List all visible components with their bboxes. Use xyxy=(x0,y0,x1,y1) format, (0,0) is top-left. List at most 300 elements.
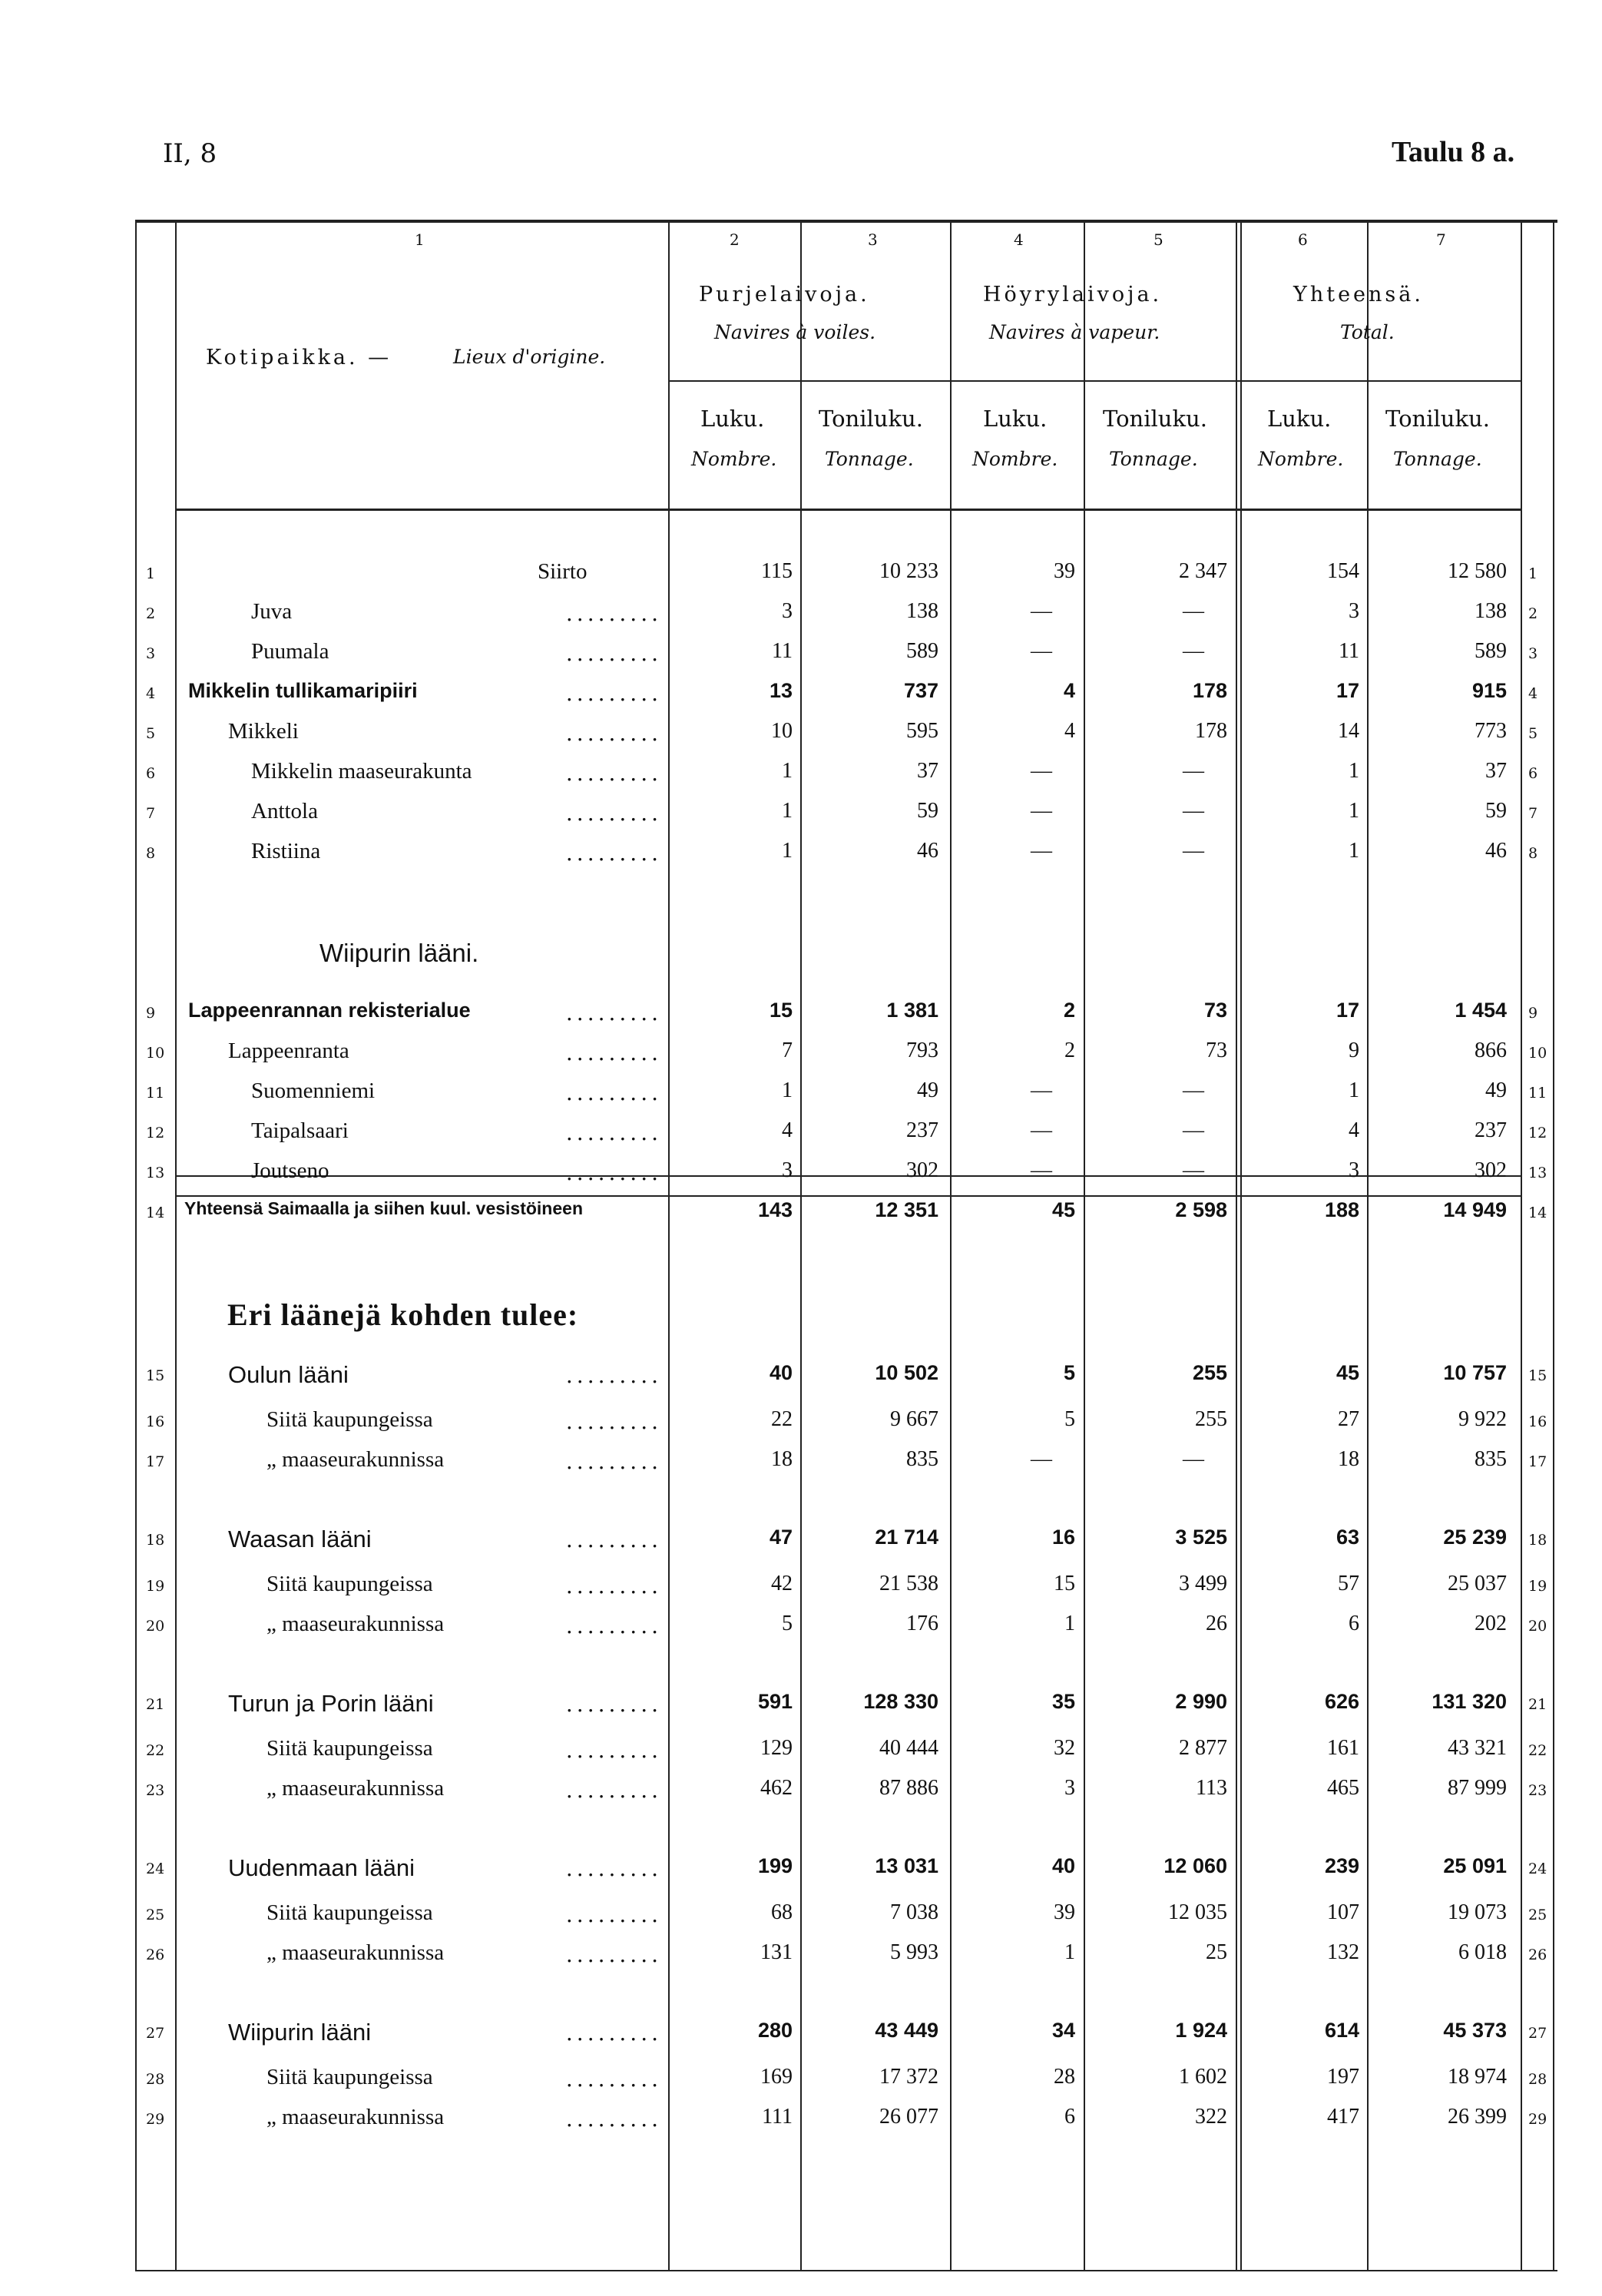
row-number-left: 28 xyxy=(146,2071,165,2088)
row-number-right: 11 xyxy=(1528,1085,1547,1102)
cell-value: 59 xyxy=(917,799,938,823)
row-number-right: 29 xyxy=(1528,2111,1547,2128)
cell-value: 237 xyxy=(906,1118,938,1142)
cell-value: 3 xyxy=(782,599,793,623)
cell-value: 202 xyxy=(1475,1612,1507,1635)
cell-value: 915 xyxy=(1471,679,1507,702)
leader-dots: ......... xyxy=(565,1160,662,1185)
row-number-right: 13 xyxy=(1528,1165,1547,1181)
leader-dots: ......... xyxy=(565,2066,662,2092)
row-label: Siitä kaupungeissa xyxy=(266,1572,433,1596)
cell-value: 188 xyxy=(1324,1198,1359,1221)
cell-value: 3 xyxy=(782,1158,793,1182)
cell-value: 1 602 xyxy=(1179,2065,1227,2089)
cell-value: 9 922 xyxy=(1458,1407,1507,1431)
cell-value: 131 xyxy=(760,1940,793,1964)
row-label: Siitä kaupungeissa xyxy=(266,1407,433,1432)
cell-value: 5 xyxy=(1064,1407,1075,1431)
cell-value: 45 xyxy=(1051,1198,1075,1221)
cell-value: 10 502 xyxy=(875,1361,938,1384)
leader-dots: ......... xyxy=(565,760,662,786)
cell-value: 14 949 xyxy=(1443,1198,1507,1221)
cell-value: — xyxy=(1031,839,1052,863)
cell-value: — xyxy=(1183,1078,1204,1102)
row-number-left: 1 xyxy=(146,565,156,582)
cell-value: 5 xyxy=(1063,1361,1075,1384)
cell-value: — xyxy=(1031,1447,1052,1471)
cell-value: 40 xyxy=(769,1361,793,1384)
cell-value: 465 xyxy=(1327,1776,1359,1800)
cell-value: 1 xyxy=(1064,1612,1075,1635)
row-number-left: 3 xyxy=(146,645,156,662)
cell-value: 2 xyxy=(1063,999,1075,1022)
row-number-right: 16 xyxy=(1528,1413,1547,1430)
row-number-right: 17 xyxy=(1528,1453,1547,1470)
row-number-left: 17 xyxy=(146,1453,165,1470)
cell-value: 1 454 xyxy=(1455,999,1507,1022)
origin-heading-fi: Kotipaikka. — xyxy=(206,346,392,369)
row-number-right: 19 xyxy=(1528,1578,1547,1595)
sail-count-heading: Luku. xyxy=(700,406,765,432)
row-number-right: 10 xyxy=(1528,1045,1547,1062)
cell-value: 39 xyxy=(1054,1900,1075,1924)
row-number-left: 12 xyxy=(146,1125,165,1141)
row-label: „ maaseurakunnissa xyxy=(266,1776,445,1801)
cell-value: 37 xyxy=(917,759,938,783)
cell-value: 19 073 xyxy=(1448,1900,1507,1924)
steam-heading-fi: Höyrylaivoja. xyxy=(983,283,1163,306)
cell-value: — xyxy=(1031,1118,1052,1142)
row-label: „ maaseurakunnissa xyxy=(266,1447,445,1472)
row-number-right: 24 xyxy=(1528,1860,1547,1877)
cell-value: 13 031 xyxy=(875,1854,938,1877)
cell-value: 1 xyxy=(1064,1940,1075,1964)
cell-value: 3 xyxy=(1064,1776,1075,1800)
row-number-right: 26 xyxy=(1528,1946,1547,1963)
cell-value: 43 321 xyxy=(1448,1736,1507,1760)
row-label: Mikkelin tullikamaripiiri xyxy=(188,679,418,702)
subheader-rule xyxy=(668,380,1521,382)
row-number-right: 3 xyxy=(1528,645,1538,662)
cell-value: 37 xyxy=(1485,759,1507,783)
cell-value: 63 xyxy=(1336,1526,1359,1549)
cell-value: 6 xyxy=(1064,2105,1075,2129)
leader-dots: ......... xyxy=(565,2020,662,2046)
total-split-line xyxy=(1367,223,1369,2270)
cell-value: — xyxy=(1031,1078,1052,1102)
cell-value: 835 xyxy=(906,1447,938,1471)
total-count-heading: Luku. xyxy=(1267,406,1332,432)
cell-value: 87 999 xyxy=(1448,1776,1507,1800)
total-tonnage-heading: Toniluku. xyxy=(1385,406,1490,432)
cell-value: 73 xyxy=(1206,1039,1227,1062)
cell-value: 178 xyxy=(1192,679,1227,702)
row-number-right: 27 xyxy=(1528,2025,1547,2042)
row-label: Mikkelin maaseurakunta xyxy=(251,759,472,784)
cell-value: 1 xyxy=(782,1078,793,1102)
cell-value: 3 xyxy=(1349,599,1359,623)
leader-dots: ......... xyxy=(565,1449,662,1474)
cell-value: — xyxy=(1183,599,1204,623)
cell-value: 178 xyxy=(1195,719,1227,743)
cell-value: 6 018 xyxy=(1458,1940,1507,1964)
row-number-right: 4 xyxy=(1528,685,1538,702)
cell-value: 176 xyxy=(906,1612,938,1635)
cell-value: 9 667 xyxy=(890,1407,938,1431)
row-label: Siitä kaupungeissa xyxy=(266,2065,433,2089)
cell-value: 25 037 xyxy=(1448,1572,1507,1595)
cell-value: 199 xyxy=(757,1854,793,1877)
cell-value: 59 xyxy=(1485,799,1507,823)
sail-heading-fr: Navires à voiles. xyxy=(714,321,876,343)
cell-value: 49 xyxy=(1485,1078,1507,1102)
cell-value: 57 xyxy=(1338,1572,1359,1595)
row-number-left: 29 xyxy=(146,2111,165,2128)
cell-value: 47 xyxy=(769,1526,793,1549)
row-number-right: 25 xyxy=(1528,1907,1547,1923)
row-number-left: 13 xyxy=(146,1165,165,1181)
row-number-left: 6 xyxy=(146,765,156,782)
row-number-left: 26 xyxy=(146,1946,165,1963)
row-number-right: 18 xyxy=(1528,1532,1547,1549)
cell-value: 255 xyxy=(1192,1361,1227,1384)
cell-value: 25 091 xyxy=(1443,1854,1507,1877)
row-number-left: 11 xyxy=(146,1085,165,1102)
leader-dots: ......... xyxy=(565,800,662,826)
cell-value: 169 xyxy=(760,2065,793,2089)
cell-value: 4 xyxy=(1063,679,1075,702)
cell-value: 87 886 xyxy=(879,1776,938,1800)
cell-value: 773 xyxy=(1475,719,1507,743)
cell-value: 107 xyxy=(1327,1900,1359,1924)
rownum-left-line xyxy=(135,223,137,2270)
row-number-left: 2 xyxy=(146,605,156,622)
cell-value: 46 xyxy=(917,839,938,863)
cell-value: 154 xyxy=(1327,559,1359,583)
cell-value: 2 598 xyxy=(1175,1198,1227,1221)
row-number-right: 5 xyxy=(1528,725,1538,742)
cell-value: 25 xyxy=(1206,1940,1227,1964)
cell-value: 614 xyxy=(1324,2019,1359,2042)
steam-tonnage-heading: Toniluku. xyxy=(1103,406,1207,432)
cell-value: 2 990 xyxy=(1175,1690,1227,1713)
cell-value: — xyxy=(1031,639,1052,663)
row-number-left: 25 xyxy=(146,1907,165,1923)
leader-dots: ......... xyxy=(565,1080,662,1105)
rownum2-right-line xyxy=(1553,223,1554,2270)
cell-value: 12 351 xyxy=(875,1198,938,1221)
cell-value: 595 xyxy=(906,719,938,743)
origin-heading-fr: Lieux d'origine. xyxy=(453,346,606,368)
cell-value: 835 xyxy=(1475,1447,1507,1471)
cell-value: — xyxy=(1183,799,1204,823)
cell-value: 2 877 xyxy=(1179,1736,1227,1760)
cell-value: 68 xyxy=(771,1900,793,1924)
cell-value: — xyxy=(1031,599,1052,623)
row-number-right: 21 xyxy=(1528,1696,1547,1713)
total-right-line xyxy=(1521,223,1522,2270)
row-number-left: 21 xyxy=(146,1696,165,1713)
row-label: Taipalsaari xyxy=(251,1118,349,1143)
cell-value: 35 xyxy=(1051,1690,1075,1713)
cell-value: 26 xyxy=(1206,1612,1227,1635)
cell-value: 1 xyxy=(1349,1078,1359,1102)
cell-value: 2 347 xyxy=(1179,559,1227,583)
row-label: Lappeenrannan rekisterialue xyxy=(188,999,471,1022)
cell-value: 34 xyxy=(1051,2019,1075,2042)
section-eri-heading: Eri läänejä kohden tulee: xyxy=(227,1297,579,1332)
cell-value: 11 xyxy=(1339,639,1359,663)
leader-dots: ......... xyxy=(565,1942,662,1967)
row-label: Waasan lääni xyxy=(228,1526,372,1552)
row-number-left: 9 xyxy=(146,1005,156,1022)
leader-dots: ......... xyxy=(565,1691,662,1717)
cell-value: 28 xyxy=(1054,2065,1075,2089)
cell-value: — xyxy=(1183,639,1204,663)
cell-value: 45 373 xyxy=(1443,2019,1507,2042)
cell-value: 1 xyxy=(782,759,793,783)
leader-dots: ......... xyxy=(565,1040,662,1065)
cell-value: 1 xyxy=(1349,759,1359,783)
cell-value: 3 499 xyxy=(1179,1572,1227,1595)
col-number-3: 3 xyxy=(868,230,878,249)
steam-tonnage-heading-fr: Tonnage. xyxy=(1109,448,1198,470)
row-label: „ maaseurakunnissa xyxy=(266,1940,445,1965)
row-label: Turun ja Porin lääni xyxy=(228,1690,434,1717)
cell-value: 15 xyxy=(1054,1572,1075,1595)
leader-dots: ......... xyxy=(565,1573,662,1599)
cell-value: 40 444 xyxy=(879,1736,938,1760)
sail-count-heading-fr: Nombre. xyxy=(691,448,777,470)
steam-split-line xyxy=(1084,223,1085,2270)
col-number-2: 2 xyxy=(730,230,740,249)
cell-value: 39 xyxy=(1054,559,1075,583)
row-number-right: 9 xyxy=(1528,1005,1538,1022)
cell-value: 32 xyxy=(1054,1736,1075,1760)
row-number-left: 22 xyxy=(146,1742,165,1759)
cell-value: 7 xyxy=(782,1039,793,1062)
cell-value: 239 xyxy=(1324,1854,1359,1877)
leader-dots: ......... xyxy=(565,1856,662,1881)
row-number-right: 6 xyxy=(1528,765,1538,782)
cell-value: 161 xyxy=(1327,1736,1359,1760)
cell-value: 128 330 xyxy=(863,1690,938,1713)
table-bottom-rule xyxy=(135,2270,1557,2271)
col-number-1: 1 xyxy=(415,230,425,249)
sail-right-line xyxy=(950,223,952,2270)
cell-value: 46 xyxy=(1485,839,1507,863)
cell-value: 417 xyxy=(1327,2105,1359,2129)
cell-value: 13 xyxy=(769,679,793,702)
cell-value: 3 xyxy=(1349,1158,1359,1182)
cell-value: 12 580 xyxy=(1448,559,1507,583)
cell-value: 10 757 xyxy=(1443,1361,1507,1384)
cell-value: 12 060 xyxy=(1163,1854,1227,1877)
cell-value: 21 714 xyxy=(875,1526,938,1549)
cell-value: 138 xyxy=(906,599,938,623)
leader-dots: ......... xyxy=(565,1527,662,1552)
row-number-left: 8 xyxy=(146,845,156,862)
steam-heading-fr: Navires à vapeur. xyxy=(989,321,1160,343)
cell-value: 7 038 xyxy=(890,1900,938,1924)
cell-value: 1 xyxy=(1349,799,1359,823)
cell-value: 591 xyxy=(757,1690,793,1713)
row-label: Ristiina xyxy=(251,839,321,863)
row-label: Siitä kaupungeissa xyxy=(266,1900,433,1925)
row-number-left: 7 xyxy=(146,805,156,822)
row-label: Puumala xyxy=(251,639,329,664)
total-heading-fr: Total. xyxy=(1340,321,1395,343)
cell-value: 793 xyxy=(906,1039,938,1062)
row-number-right: 2 xyxy=(1528,605,1538,622)
row-number-left: 5 xyxy=(146,725,156,742)
sail-split-line xyxy=(800,223,802,2270)
leader-dots: ......... xyxy=(565,1363,662,1388)
row-number-right: 14 xyxy=(1528,1204,1547,1221)
cell-value: 43 449 xyxy=(875,2019,938,2042)
cell-value: 4 xyxy=(1064,719,1075,743)
row-label: Siitä kaupungeissa xyxy=(266,1736,433,1761)
cell-value: 17 xyxy=(1336,999,1359,1022)
cell-value: 2 xyxy=(1064,1039,1075,1062)
leader-dots: ......... xyxy=(565,601,662,626)
cell-value: 27 xyxy=(1338,1407,1359,1431)
sail-tonnage-heading: Toniluku. xyxy=(819,406,923,432)
section-wiipuri-heading: Wiipurin lääni. xyxy=(319,939,479,967)
cell-value: 15 xyxy=(769,999,793,1022)
leader-dots: ......... xyxy=(565,1738,662,1763)
cell-value: 11 xyxy=(772,639,793,663)
cell-value: 16 xyxy=(1051,1526,1075,1549)
cell-value: 1 381 xyxy=(886,999,938,1022)
leader-dots: ......... xyxy=(565,681,662,706)
sail-tonnage-heading-fr: Tonnage. xyxy=(825,448,914,470)
cell-value: 237 xyxy=(1475,1118,1507,1142)
row-number-left: 15 xyxy=(146,1367,165,1384)
row-number-right: 23 xyxy=(1528,1782,1547,1799)
leader-dots: ......... xyxy=(565,1000,662,1025)
row-number-left: 16 xyxy=(146,1413,165,1430)
row-number-left: 18 xyxy=(146,1532,165,1549)
row-label: Mikkeli xyxy=(228,719,299,744)
header-bottom-rule xyxy=(175,509,1521,511)
cell-value: 17 372 xyxy=(879,2065,938,2089)
cell-value: 9 xyxy=(1349,1039,1359,1062)
cell-value: 49 xyxy=(917,1078,938,1102)
cell-value: 5 993 xyxy=(890,1940,938,1964)
steam-right-line-a xyxy=(1236,223,1237,2270)
cell-value: — xyxy=(1031,799,1052,823)
label-right-line xyxy=(668,223,670,2270)
col-number-5: 5 xyxy=(1154,230,1163,249)
cell-value: 25 239 xyxy=(1443,1526,1507,1549)
col-number-7: 7 xyxy=(1436,230,1446,249)
page-number: II, 8 xyxy=(163,138,217,169)
row-label: Joutseno xyxy=(251,1158,329,1183)
cell-value: 1 xyxy=(782,839,793,863)
row-number-left: 27 xyxy=(146,2025,165,2042)
leader-dots: ......... xyxy=(565,721,662,746)
cell-value: 12 035 xyxy=(1168,1900,1227,1924)
cell-value: 73 xyxy=(1203,999,1227,1022)
steam-count-heading: Luku. xyxy=(983,406,1048,432)
total-tonnage-heading-fr: Tonnage. xyxy=(1393,448,1482,470)
leader-dots: ......... xyxy=(565,1902,662,1927)
row-label: Siirto xyxy=(538,559,588,584)
leader-dots: ......... xyxy=(565,1777,662,1803)
sail-heading-fi: Purjelaivoja. xyxy=(699,283,870,306)
leader-dots: ......... xyxy=(565,1120,662,1145)
cell-value: 111 xyxy=(762,2105,793,2129)
cell-value: 10 233 xyxy=(879,559,938,583)
total-count-heading-fr: Nombre. xyxy=(1258,448,1344,470)
leader-dots: ......... xyxy=(565,2106,662,2132)
cell-value: 462 xyxy=(760,1776,793,1800)
cell-value: 18 xyxy=(771,1447,793,1471)
cell-value: — xyxy=(1183,839,1204,863)
cell-value: 14 xyxy=(1338,719,1359,743)
row-label: Juva xyxy=(251,599,293,624)
row-label: Yhteensä Saimaalla ja siihen kuul. vesistöineen xyxy=(184,1198,583,1218)
row-number-left: 19 xyxy=(146,1578,165,1595)
cell-value: 6 xyxy=(1349,1612,1359,1635)
steam-right-line-b xyxy=(1240,223,1242,2270)
steam-count-heading-fr: Nombre. xyxy=(972,448,1058,470)
cell-value: 4 xyxy=(1349,1118,1359,1142)
rownum-right-line xyxy=(175,223,177,2270)
row-number-right: 12 xyxy=(1528,1125,1547,1141)
cell-value: 132 xyxy=(1327,1940,1359,1964)
row-number-right: 20 xyxy=(1528,1618,1547,1635)
row-number-right: 22 xyxy=(1528,1742,1547,1759)
cell-value: — xyxy=(1183,1447,1204,1471)
cell-value: 10 xyxy=(771,719,793,743)
cell-value: 5 xyxy=(782,1612,793,1635)
table-top-rule xyxy=(135,220,1557,223)
row-label: „ maaseurakunnissa xyxy=(266,1612,445,1636)
cell-value: 3 525 xyxy=(1175,1526,1227,1549)
cell-value: — xyxy=(1031,759,1052,783)
cell-value: 302 xyxy=(1475,1158,1507,1182)
row-number-left: 20 xyxy=(146,1618,165,1635)
cell-value: — xyxy=(1183,759,1204,783)
row-label: Anttola xyxy=(251,799,318,823)
total-bottom-rule xyxy=(177,1195,1521,1197)
cell-value: — xyxy=(1183,1118,1204,1142)
cell-value: 143 xyxy=(757,1198,793,1221)
row-label: Oulun lääni xyxy=(228,1361,349,1388)
cell-value: — xyxy=(1183,1158,1204,1182)
cell-value: 18 xyxy=(1338,1447,1359,1471)
row-label: Wiipurin lääni xyxy=(228,2019,372,2046)
cell-value: 22 xyxy=(771,1407,793,1431)
cell-value: 18 974 xyxy=(1448,2065,1507,2089)
row-number-left: 23 xyxy=(146,1782,165,1799)
cell-value: 113 xyxy=(1196,1776,1227,1800)
leader-dots: ......... xyxy=(565,641,662,666)
cell-value: 26 399 xyxy=(1448,2105,1507,2129)
cell-value: 866 xyxy=(1475,1039,1507,1062)
leader-dots: ......... xyxy=(565,840,662,866)
cell-value: 4 xyxy=(782,1118,793,1142)
cell-value: 589 xyxy=(1475,639,1507,663)
cell-value: 737 xyxy=(903,679,938,702)
cell-value: 21 538 xyxy=(879,1572,938,1595)
row-number-left: 24 xyxy=(146,1860,165,1877)
cell-value: 589 xyxy=(906,639,938,663)
cell-value: 1 xyxy=(1349,839,1359,863)
cell-value: — xyxy=(1031,1158,1052,1182)
